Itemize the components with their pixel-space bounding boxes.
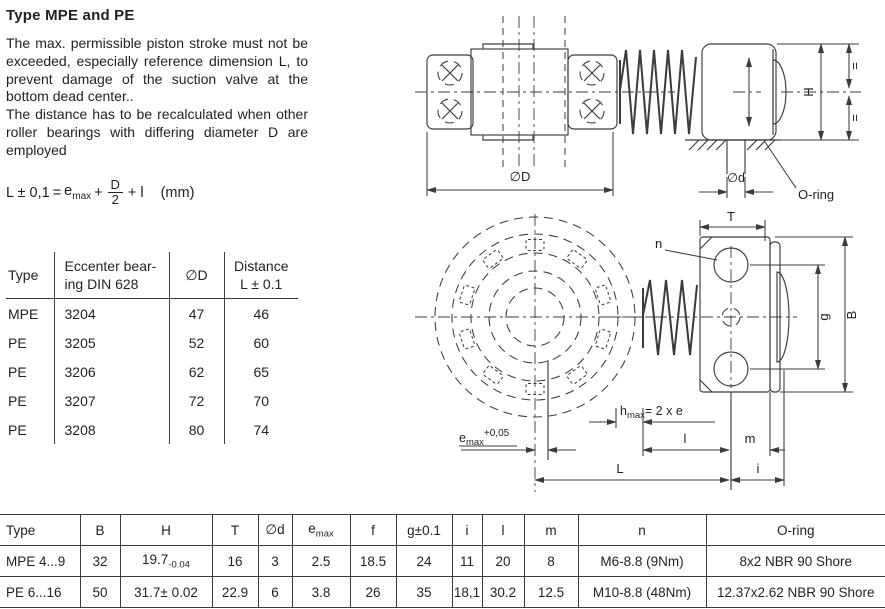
cell-d: 47 [169,299,224,329]
intro-paragraph-1: The max. permissible piston stroke must not be exceeded, especially reference dimension L, to prevent damage of the suction valve at the bottom dead center.. [6,35,308,105]
label-n: n [655,236,663,251]
fraction-numerator: D [110,177,120,192]
col-diameter-d: ∅D [169,252,224,299]
col-B: B [80,515,120,546]
intro-text [6,35,308,160]
formula-equals: = [52,184,62,201]
bearing-table-row [6,328,298,357]
col-type: Type [6,252,54,299]
cell-g: 24 [396,546,452,577]
label-equal-top: = [847,62,862,70]
chamfers [700,237,712,392]
cell-n: M10-8.8 (48Nm) [578,577,706,608]
cell-B: 32 [80,546,120,577]
cell-oring: 12.37x2.62 NBR 90 Shore [706,577,885,608]
side-view-drawing [413,2,883,210]
formula-emax: $e_{max}$ [64,183,92,203]
cell-type: MPE [6,299,54,329]
col-n: n [578,515,706,546]
col-g: g±0.1 [396,515,452,546]
label-i: i [756,461,760,476]
dimension-table-row [0,577,885,608]
cell-d: 3 [258,546,292,577]
cell-l: 20 [482,546,524,577]
cell-distance: 70 [253,392,270,409]
col-emax: $e_{max}$ [292,515,350,546]
dimension-i [731,370,784,486]
label-major-diameter: ∅D [509,169,531,184]
dimension-g [750,265,831,369]
label-g: g [816,313,831,321]
screw-callout [655,236,717,260]
cell-l: 30.2 [482,577,524,608]
dimension-table-row [0,546,885,577]
cell-type: PE [6,415,54,444]
cell-f: 26 [350,577,396,608]
dimension-minor-diameter [699,171,773,198]
label-minor-diameter: ∅d [727,171,745,185]
col-oring: O-ring [706,515,885,546]
cell-T: 22.9 [212,577,258,608]
col-bearing: Eccenter bear- ing DIN 628 [54,252,169,299]
cell-f: 18.5 [350,546,396,577]
col-distance: Distance L ± 0.1 [224,252,298,299]
cell-bearing: 3206 [54,357,169,386]
cell-H: $19.7_{-0.04}$ [120,546,212,577]
cell-H: 31.7± 0.02 [120,577,212,608]
cell-d: 52 [169,328,224,357]
cell-i: 18,1 [452,577,482,608]
dimension-height [777,44,862,140]
bearing-table [6,252,298,444]
piston-front [700,237,789,490]
piston-head [702,44,786,140]
cell-bearing: 3208 [54,415,169,444]
label-B: B [844,310,859,320]
cell-m: 12.5 [524,577,578,608]
col-T: T [212,515,258,546]
col-H: H [120,515,212,546]
cell-d: 62 [169,357,224,386]
label-H: H [801,87,816,97]
col-type: Type [0,515,80,546]
bearing-table-row [6,299,298,329]
col-f: f [350,515,396,546]
formula-unit: (mm) [160,184,195,201]
formula-plus1: + [94,184,103,201]
cell-distance: 65 [253,363,270,380]
bearing-table-row [6,415,298,444]
cell-distance: 60 [253,334,270,351]
label-l: l [683,431,687,446]
cell-d: 72 [169,386,224,415]
cell-m: 8 [524,546,578,577]
col-d: ∅d [258,515,292,546]
col-m: m [524,515,578,546]
cell-B: 50 [80,577,120,608]
dimension-m [745,392,785,456]
oring-callout [765,142,834,202]
formula-plus-l: + l [127,184,144,201]
bearing-table-row [6,357,298,386]
label-hmax: $h_{max}= 2$ x e [620,404,683,421]
label-emax: $e_{max}^{+0,05}$ [459,428,510,448]
dimension-table [0,514,885,608]
dimension-major-diameter [427,132,613,196]
label-m: m [744,431,756,446]
cell-bearing: 3207 [54,386,169,415]
cell-type: PE 6...16 [0,577,80,608]
bearing-table-header-row [6,252,298,299]
cell-type: PE [6,386,54,415]
label-equal-bottom: = [847,114,862,122]
dimension-table-header-row [0,515,885,546]
dimension-l [643,431,729,450]
cell-distance: 74 [253,421,270,438]
cell-d: 80 [169,415,224,444]
formula-lhs: L ± 0,1 [6,184,50,201]
cell-type: MPE 4...9 [0,546,80,577]
dimension-hmax [589,404,715,456]
cell-distance: 46 [253,305,270,322]
cell-type: PE [6,357,54,386]
dimension-emax [459,428,576,450]
spring [643,280,697,355]
label-L: L [616,461,624,476]
cell-emax: 3.8 [292,577,350,608]
cell-T: 16 [212,546,258,577]
fraction-denominator: 2 [108,192,123,207]
col-l: l [482,515,524,546]
cell-bearing: 3204 [54,299,169,329]
bearing-table-row [6,386,298,415]
col-i: i [452,515,482,546]
cell-emax: 2.5 [292,546,350,577]
cell-n: M6-8.8 (9Nm) [578,546,706,577]
cell-g: 35 [396,577,452,608]
cell-i: 11 [452,546,482,577]
page-title: Type MPE and PE [6,7,135,24]
stroke-formula [6,178,194,208]
front-view-drawing [413,210,885,508]
cell-type: PE [6,328,54,357]
cell-oring: 8x2 NBR 90 Shore [706,546,885,577]
cell-bearing: 3205 [54,328,169,357]
cell-d: 6 [258,577,292,608]
label-T: T [727,210,735,224]
formula-fraction [108,178,123,208]
dimension-L [535,461,729,480]
dimension-T [700,210,765,241]
intro-paragraph-2: The distance has to be recalculated when other roller bearings with differing diameter D are employed [6,106,308,158]
label-oring: O-ring [798,187,835,202]
